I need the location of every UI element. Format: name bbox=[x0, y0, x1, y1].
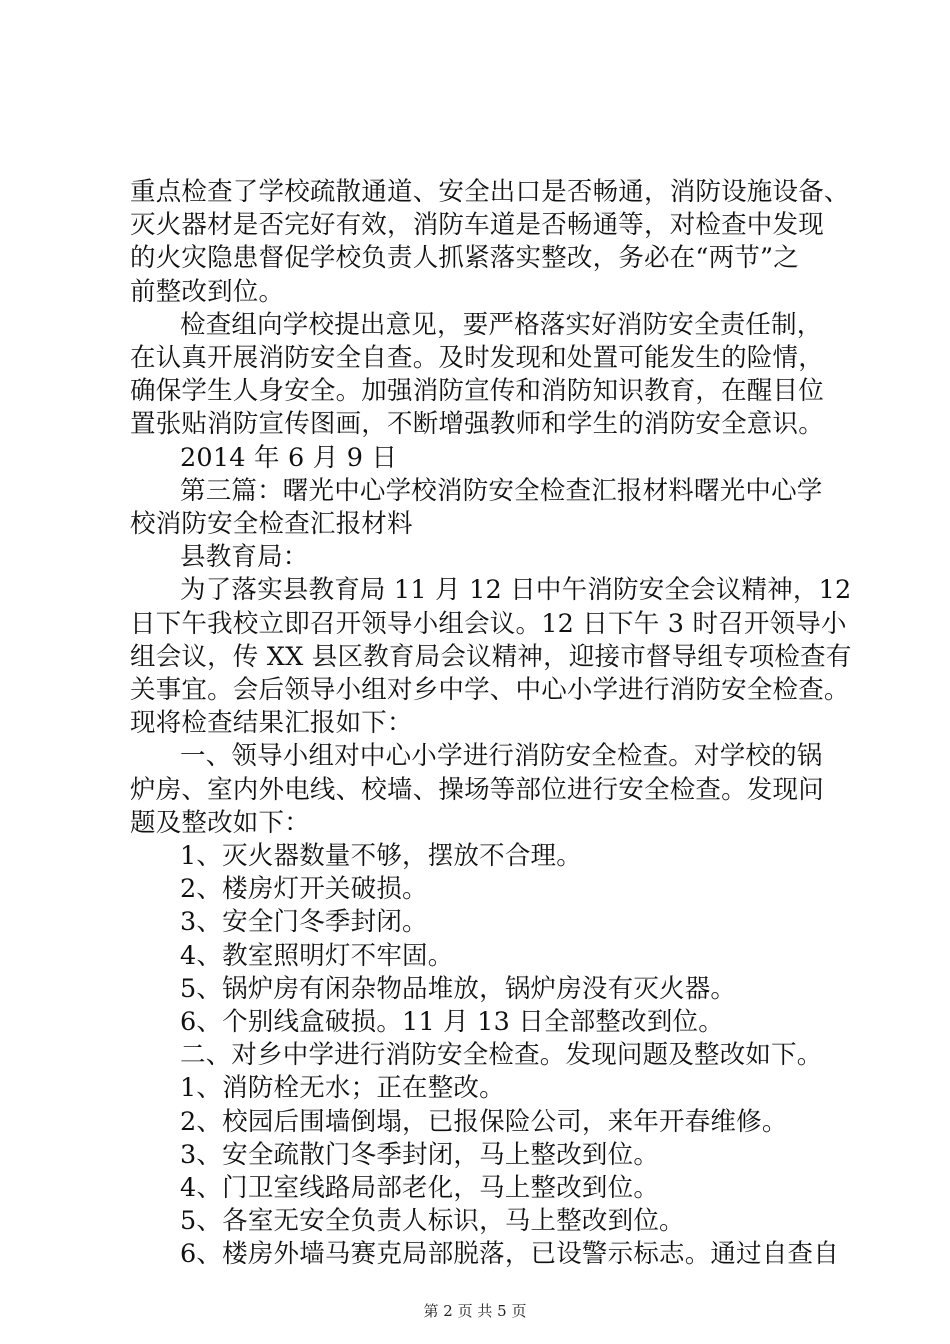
text-line: 重点检查了学校疏散通道、安全出口是否畅通，消防设施设备、 bbox=[130, 177, 850, 207]
text-line: 关事宜。会后领导小组对乡中学、中心小学进行消防安全检查。 bbox=[130, 675, 850, 705]
list-item: 3、安全疏散门冬季封闭，马上整改到位。 bbox=[180, 1139, 660, 1170]
list-item: 5、各室无安全负责人标识，马上整改到位。 bbox=[180, 1206, 685, 1237]
text-line: 的火灾隐患督促学校负责人抓紧落实整改，务必在“两节”之 bbox=[130, 243, 799, 274]
list-item: 1、消防栓无水；正在整改。 bbox=[180, 1073, 505, 1104]
page-footer: 第 2 页 共 5 页 bbox=[423, 1302, 527, 1320]
list-item: 2、楼房灯开关破损。 bbox=[180, 874, 428, 905]
section-heading-continued: 校消防安全检查汇报材料 bbox=[130, 509, 413, 539]
text-line: 前整改到位。 bbox=[130, 276, 285, 307]
text-line: 一、领导小组对中心小学进行消防安全检查。对学校的锅 bbox=[180, 741, 823, 772]
list-item: 3、安全门冬季封闭。 bbox=[180, 907, 428, 938]
list-item: 4、教室照明灯不牢固。 bbox=[180, 940, 454, 971]
text-line: 为了落实县教育局 11 月 12 日中午消防安全会议精神，12 bbox=[180, 575, 852, 606]
list-item: 1、灭火器数量不够，摆放不合理。 bbox=[180, 841, 582, 871]
text-line: 灭火器材是否完好有效，消防车道是否畅通等，对检查中发现 bbox=[130, 210, 824, 241]
text-line: 炉房、室内外电线、校墙、操场等部位进行安全检查。发现问 bbox=[130, 774, 824, 805]
text-line: 确保学生人身安全。加强消防宣传和消防知识教育，在醒目位 bbox=[130, 376, 824, 407]
text-line: 置张贴消防宣传图画，不断增强教师和学生的消防安全意识。 bbox=[130, 409, 824, 440]
list-item: 2、校园后围墙倒塌，已报保险公司，来年开春维修。 bbox=[180, 1106, 788, 1137]
text-line: 在认真开展消防安全自查。及时发现和处置可能发生的险情， bbox=[130, 343, 824, 373]
date-line: 2014 年 6 月 9 日 bbox=[180, 442, 398, 473]
salutation: 县教育局： bbox=[180, 542, 309, 573]
list-item: 4、门卫室线路局部老化，马上整改到位。 bbox=[180, 1173, 660, 1203]
text-line: 日下午我校立即召开领导小组会议。12 日下午 3 时召开领导小 bbox=[130, 608, 847, 639]
list-item: 6、个别线盒破损。11 月 13 日全部整改到位。 bbox=[180, 1007, 724, 1037]
text-line: 二、对乡中学进行消防安全检查。发现问题及整改如下。 bbox=[180, 1040, 823, 1071]
text-line: 组会议，传 XX 县区教育局会议精神，迎接市督导组专项检查有 bbox=[130, 641, 852, 672]
section-heading: 第三篇：曙光中心学校消防安全检查汇报材料曙光中心学 bbox=[180, 475, 823, 506]
text-line: 题及整改如下： bbox=[130, 807, 310, 838]
list-item: 6、楼房外墙马赛克局部脱落，已设警示标志。通过自查自 bbox=[180, 1239, 839, 1270]
list-item: 5、锅炉房有闲杂物品堆放，锅炉房没有灭火器。 bbox=[180, 973, 737, 1004]
text-line: 检查组向学校提出意见，要严格落实好消防安全责任制， bbox=[180, 309, 823, 340]
text-line: 现将检查结果汇报如下： bbox=[130, 708, 413, 739]
